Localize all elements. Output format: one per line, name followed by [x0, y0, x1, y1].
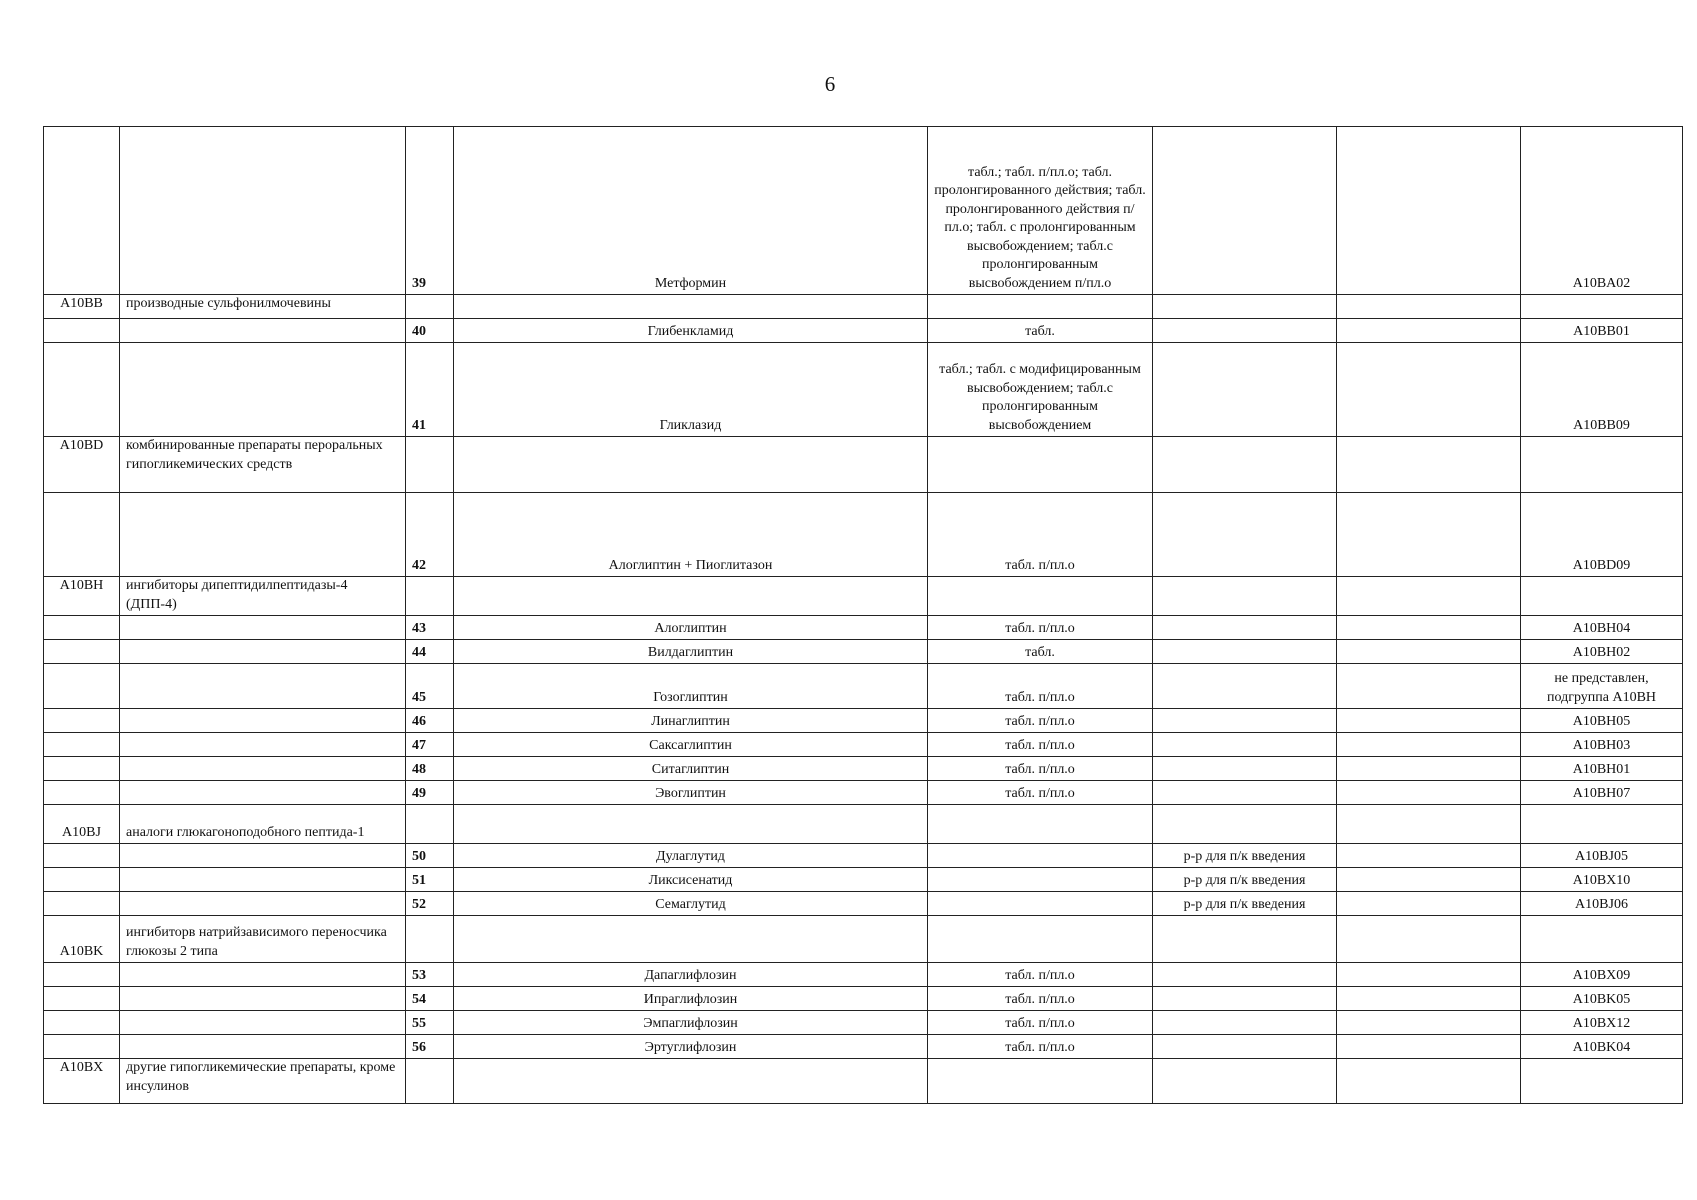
number-cell: 47 — [406, 733, 454, 757]
empty-cell — [1337, 1035, 1521, 1059]
group-label-cell — [120, 664, 406, 709]
empty-cell — [1337, 127, 1521, 295]
atc-code-cell: A10BB01 — [1521, 319, 1683, 343]
form-cell: табл.; табл. п/пл.о; табл. пролонгированного действия; табл. пролонгированного действия п/пл.о; табл. с пролонгированным высвобождением; табл.с пролонгированным высвобождением п/пл.о — [928, 127, 1153, 295]
group-label-cell — [120, 963, 406, 987]
form-cell — [928, 868, 1153, 892]
empty-cell — [1337, 664, 1521, 709]
group-label-cell — [120, 343, 406, 437]
group-row — [44, 916, 1683, 963]
atc-code-cell: A10BH01 — [1521, 757, 1683, 781]
number-cell — [406, 295, 454, 319]
group-code-cell — [44, 664, 120, 709]
atc-code-cell: A10BB09 — [1521, 343, 1683, 437]
injection-form-cell — [1153, 709, 1337, 733]
group-label-cell: аналоги глюкагоноподобного пептида-1 — [120, 805, 406, 844]
group-code-cell — [44, 1011, 120, 1035]
form-cell: табл. — [928, 640, 1153, 664]
empty-cell — [1337, 757, 1521, 781]
form-cell: табл. п/пл.о — [928, 733, 1153, 757]
injection-form-cell — [1153, 319, 1337, 343]
group-code-cell: A10BH — [44, 577, 120, 616]
atc-code-cell — [1521, 295, 1683, 319]
group-code-cell — [44, 640, 120, 664]
group-row — [44, 295, 1683, 319]
atc-code-cell: A10BX09 — [1521, 963, 1683, 987]
empty-cell — [1337, 733, 1521, 757]
form-cell — [928, 805, 1153, 844]
number-cell: 45 — [406, 664, 454, 709]
injection-form-cell: р-р для п/к введения — [1153, 844, 1337, 868]
empty-cell — [1337, 437, 1521, 493]
injection-form-cell — [1153, 493, 1337, 577]
empty-cell — [1337, 987, 1521, 1011]
group-code-cell: A10BX — [44, 1059, 120, 1104]
group-code-cell — [44, 493, 120, 577]
atc-code-cell: A10BK05 — [1521, 987, 1683, 1011]
group-code-cell — [44, 757, 120, 781]
injection-form-cell — [1153, 805, 1337, 844]
form-cell: табл. п/пл.о — [928, 1011, 1153, 1035]
number-cell: 42 — [406, 493, 454, 577]
number-cell: 40 — [406, 319, 454, 343]
table-row — [44, 664, 1683, 709]
group-code-cell — [44, 781, 120, 805]
name-cell — [454, 805, 928, 844]
name-cell: Эртуглифлозин — [454, 1035, 928, 1059]
table-row — [44, 963, 1683, 987]
group-label-cell — [120, 781, 406, 805]
atc-code-cell: A10BX10 — [1521, 868, 1683, 892]
group-code-cell — [44, 963, 120, 987]
name-cell: Дулаглутид — [454, 844, 928, 868]
atc-code-cell — [1521, 916, 1683, 963]
form-cell — [928, 1059, 1153, 1104]
group-label-cell: производные сульфонилмочевины — [120, 295, 406, 319]
group-label-cell — [120, 892, 406, 916]
empty-cell — [1337, 343, 1521, 437]
form-cell — [928, 844, 1153, 868]
name-cell — [454, 1059, 928, 1104]
injection-form-cell — [1153, 127, 1337, 295]
name-cell: Ипраглифлозин — [454, 987, 928, 1011]
name-cell: Саксаглиптин — [454, 733, 928, 757]
injection-form-cell — [1153, 1059, 1337, 1104]
atc-code-cell — [1521, 577, 1683, 616]
table-body — [44, 127, 1683, 1104]
number-cell: 41 — [406, 343, 454, 437]
table-row — [44, 868, 1683, 892]
injection-form-cell — [1153, 987, 1337, 1011]
name-cell — [454, 916, 928, 963]
number-cell: 51 — [406, 868, 454, 892]
atc-code-cell — [1521, 805, 1683, 844]
atc-code-cell: A10BH03 — [1521, 733, 1683, 757]
drug-table — [43, 126, 1683, 1104]
form-cell: табл. — [928, 319, 1153, 343]
injection-form-cell — [1153, 916, 1337, 963]
table-row — [44, 640, 1683, 664]
group-label-cell — [120, 640, 406, 664]
name-cell: Ситаглиптин — [454, 757, 928, 781]
number-cell: 56 — [406, 1035, 454, 1059]
name-cell: Ликсисенатид — [454, 868, 928, 892]
table-row — [44, 1011, 1683, 1035]
table-row — [44, 844, 1683, 868]
form-cell: табл. п/пл.о — [928, 963, 1153, 987]
group-label-cell — [120, 844, 406, 868]
atc-code-cell: A10BA02 — [1521, 127, 1683, 295]
group-label-cell: другие гипогликемические препараты, кроме инсулинов — [120, 1059, 406, 1104]
empty-cell — [1337, 577, 1521, 616]
injection-form-cell — [1153, 757, 1337, 781]
number-cell — [406, 1059, 454, 1104]
empty-cell — [1337, 493, 1521, 577]
form-cell: табл. п/пл.о — [928, 664, 1153, 709]
atc-code-cell: A10BH07 — [1521, 781, 1683, 805]
number-cell — [406, 437, 454, 493]
number-cell: 43 — [406, 616, 454, 640]
empty-cell — [1337, 1059, 1521, 1104]
group-code-cell — [44, 319, 120, 343]
name-cell: Гликлазид — [454, 343, 928, 437]
number-cell: 49 — [406, 781, 454, 805]
form-cell: табл.; табл. с модифицированным высвобождением; табл.с пролонгированным высвобождением — [928, 343, 1153, 437]
form-cell — [928, 892, 1153, 916]
group-code-cell — [44, 1035, 120, 1059]
group-code-cell — [44, 709, 120, 733]
empty-cell — [1337, 892, 1521, 916]
empty-cell — [1337, 868, 1521, 892]
form-cell — [928, 295, 1153, 319]
number-cell: 52 — [406, 892, 454, 916]
group-label-cell — [120, 1035, 406, 1059]
injection-form-cell — [1153, 781, 1337, 805]
group-label-cell: комбинированные препараты пероральных гипогликемических средств — [120, 437, 406, 493]
empty-cell — [1337, 916, 1521, 963]
table-row — [44, 757, 1683, 781]
group-label-cell — [120, 1011, 406, 1035]
group-code-cell: A10BB — [44, 295, 120, 319]
name-cell: Дапаглифлозин — [454, 963, 928, 987]
name-cell: Семаглутид — [454, 892, 928, 916]
atc-code-cell: A10BH02 — [1521, 640, 1683, 664]
number-cell: 39 — [406, 127, 454, 295]
atc-code-cell: A10BJ06 — [1521, 892, 1683, 916]
group-code-cell — [44, 844, 120, 868]
empty-cell — [1337, 963, 1521, 987]
name-cell — [454, 577, 928, 616]
group-label-cell — [120, 127, 406, 295]
number-cell: 48 — [406, 757, 454, 781]
name-cell: Алоглиптин — [454, 616, 928, 640]
group-code-cell — [44, 343, 120, 437]
injection-form-cell — [1153, 640, 1337, 664]
form-cell: табл. п/пл.о — [928, 493, 1153, 577]
atc-code-cell: A10BH04 — [1521, 616, 1683, 640]
atc-code-cell: A10BX12 — [1521, 1011, 1683, 1035]
injection-form-cell — [1153, 616, 1337, 640]
name-cell: Глибенкламид — [454, 319, 928, 343]
empty-cell — [1337, 616, 1521, 640]
empty-cell — [1337, 709, 1521, 733]
injection-form-cell — [1153, 343, 1337, 437]
group-label-cell — [120, 733, 406, 757]
number-cell — [406, 577, 454, 616]
injection-form-cell — [1153, 577, 1337, 616]
group-label-cell — [120, 319, 406, 343]
group-label-cell — [120, 493, 406, 577]
injection-form-cell — [1153, 437, 1337, 493]
name-cell: Метформин — [454, 127, 928, 295]
atc-code-cell: A10BD09 — [1521, 493, 1683, 577]
form-cell — [928, 577, 1153, 616]
group-code-cell — [44, 733, 120, 757]
table-row — [44, 892, 1683, 916]
form-cell: табл. п/пл.о — [928, 709, 1153, 733]
atc-code-cell: A10BK04 — [1521, 1035, 1683, 1059]
group-label-cell: ингибиторы дипептидилпептидазы-4 (ДПП-4) — [120, 577, 406, 616]
atc-code-cell: не представлен, подгруппа A10BH — [1521, 664, 1683, 709]
number-cell: 54 — [406, 987, 454, 1011]
injection-form-cell — [1153, 295, 1337, 319]
table-row — [44, 493, 1683, 577]
atc-code-cell: A10BH05 — [1521, 709, 1683, 733]
number-cell: 50 — [406, 844, 454, 868]
table-row — [44, 733, 1683, 757]
group-row — [44, 1059, 1683, 1104]
group-label-cell: ингибиторв натрийзависимого переносчика глюкозы 2 типа — [120, 916, 406, 963]
group-code-cell — [44, 868, 120, 892]
table-row — [44, 987, 1683, 1011]
injection-form-cell: р-р для п/к введения — [1153, 868, 1337, 892]
group-code-cell — [44, 892, 120, 916]
group-label-cell — [120, 987, 406, 1011]
injection-form-cell — [1153, 963, 1337, 987]
group-code-cell — [44, 616, 120, 640]
table-row — [44, 1035, 1683, 1059]
form-cell: табл. п/пл.о — [928, 987, 1153, 1011]
name-cell: Линаглиптин — [454, 709, 928, 733]
empty-cell — [1337, 295, 1521, 319]
atc-code-cell — [1521, 437, 1683, 493]
group-row — [44, 437, 1683, 493]
group-code-cell: A10BD — [44, 437, 120, 493]
form-cell: табл. п/пл.о — [928, 616, 1153, 640]
empty-cell — [1337, 319, 1521, 343]
empty-cell — [1337, 781, 1521, 805]
injection-form-cell — [1153, 1011, 1337, 1035]
atc-code-cell: A10BJ05 — [1521, 844, 1683, 868]
table-row — [44, 127, 1683, 295]
form-cell: табл. п/пл.о — [928, 757, 1153, 781]
name-cell: Эмпаглифлозин — [454, 1011, 928, 1035]
group-row — [44, 805, 1683, 844]
empty-cell — [1337, 640, 1521, 664]
group-code-cell — [44, 987, 120, 1011]
form-cell: табл. п/пл.о — [928, 1035, 1153, 1059]
table-row — [44, 781, 1683, 805]
group-label-cell — [120, 868, 406, 892]
number-cell: 53 — [406, 963, 454, 987]
table-row — [44, 319, 1683, 343]
name-cell — [454, 437, 928, 493]
group-code-cell: A10BJ — [44, 805, 120, 844]
number-cell: 44 — [406, 640, 454, 664]
group-code-cell — [44, 127, 120, 295]
group-label-cell — [120, 757, 406, 781]
form-cell — [928, 437, 1153, 493]
injection-form-cell: р-р для п/к введения — [1153, 892, 1337, 916]
empty-cell — [1337, 1011, 1521, 1035]
table-row — [44, 343, 1683, 437]
group-code-cell: A10BK — [44, 916, 120, 963]
page-number: 6 — [824, 72, 836, 96]
name-cell — [454, 295, 928, 319]
name-cell: Эвоглиптин — [454, 781, 928, 805]
injection-form-cell — [1153, 733, 1337, 757]
number-cell — [406, 916, 454, 963]
group-row — [44, 577, 1683, 616]
table-row — [44, 616, 1683, 640]
name-cell: Алоглиптин + Пиоглитазон — [454, 493, 928, 577]
injection-form-cell — [1153, 664, 1337, 709]
empty-cell — [1337, 844, 1521, 868]
form-cell: табл. п/пл.о — [928, 781, 1153, 805]
injection-form-cell — [1153, 1035, 1337, 1059]
name-cell: Вилдаглиптин — [454, 640, 928, 664]
group-label-cell — [120, 709, 406, 733]
atc-code-cell — [1521, 1059, 1683, 1104]
form-cell — [928, 916, 1153, 963]
name-cell: Гозоглиптин — [454, 664, 928, 709]
number-cell — [406, 805, 454, 844]
empty-cell — [1337, 805, 1521, 844]
group-label-cell — [120, 616, 406, 640]
number-cell: 55 — [406, 1011, 454, 1035]
number-cell: 46 — [406, 709, 454, 733]
table-row — [44, 709, 1683, 733]
